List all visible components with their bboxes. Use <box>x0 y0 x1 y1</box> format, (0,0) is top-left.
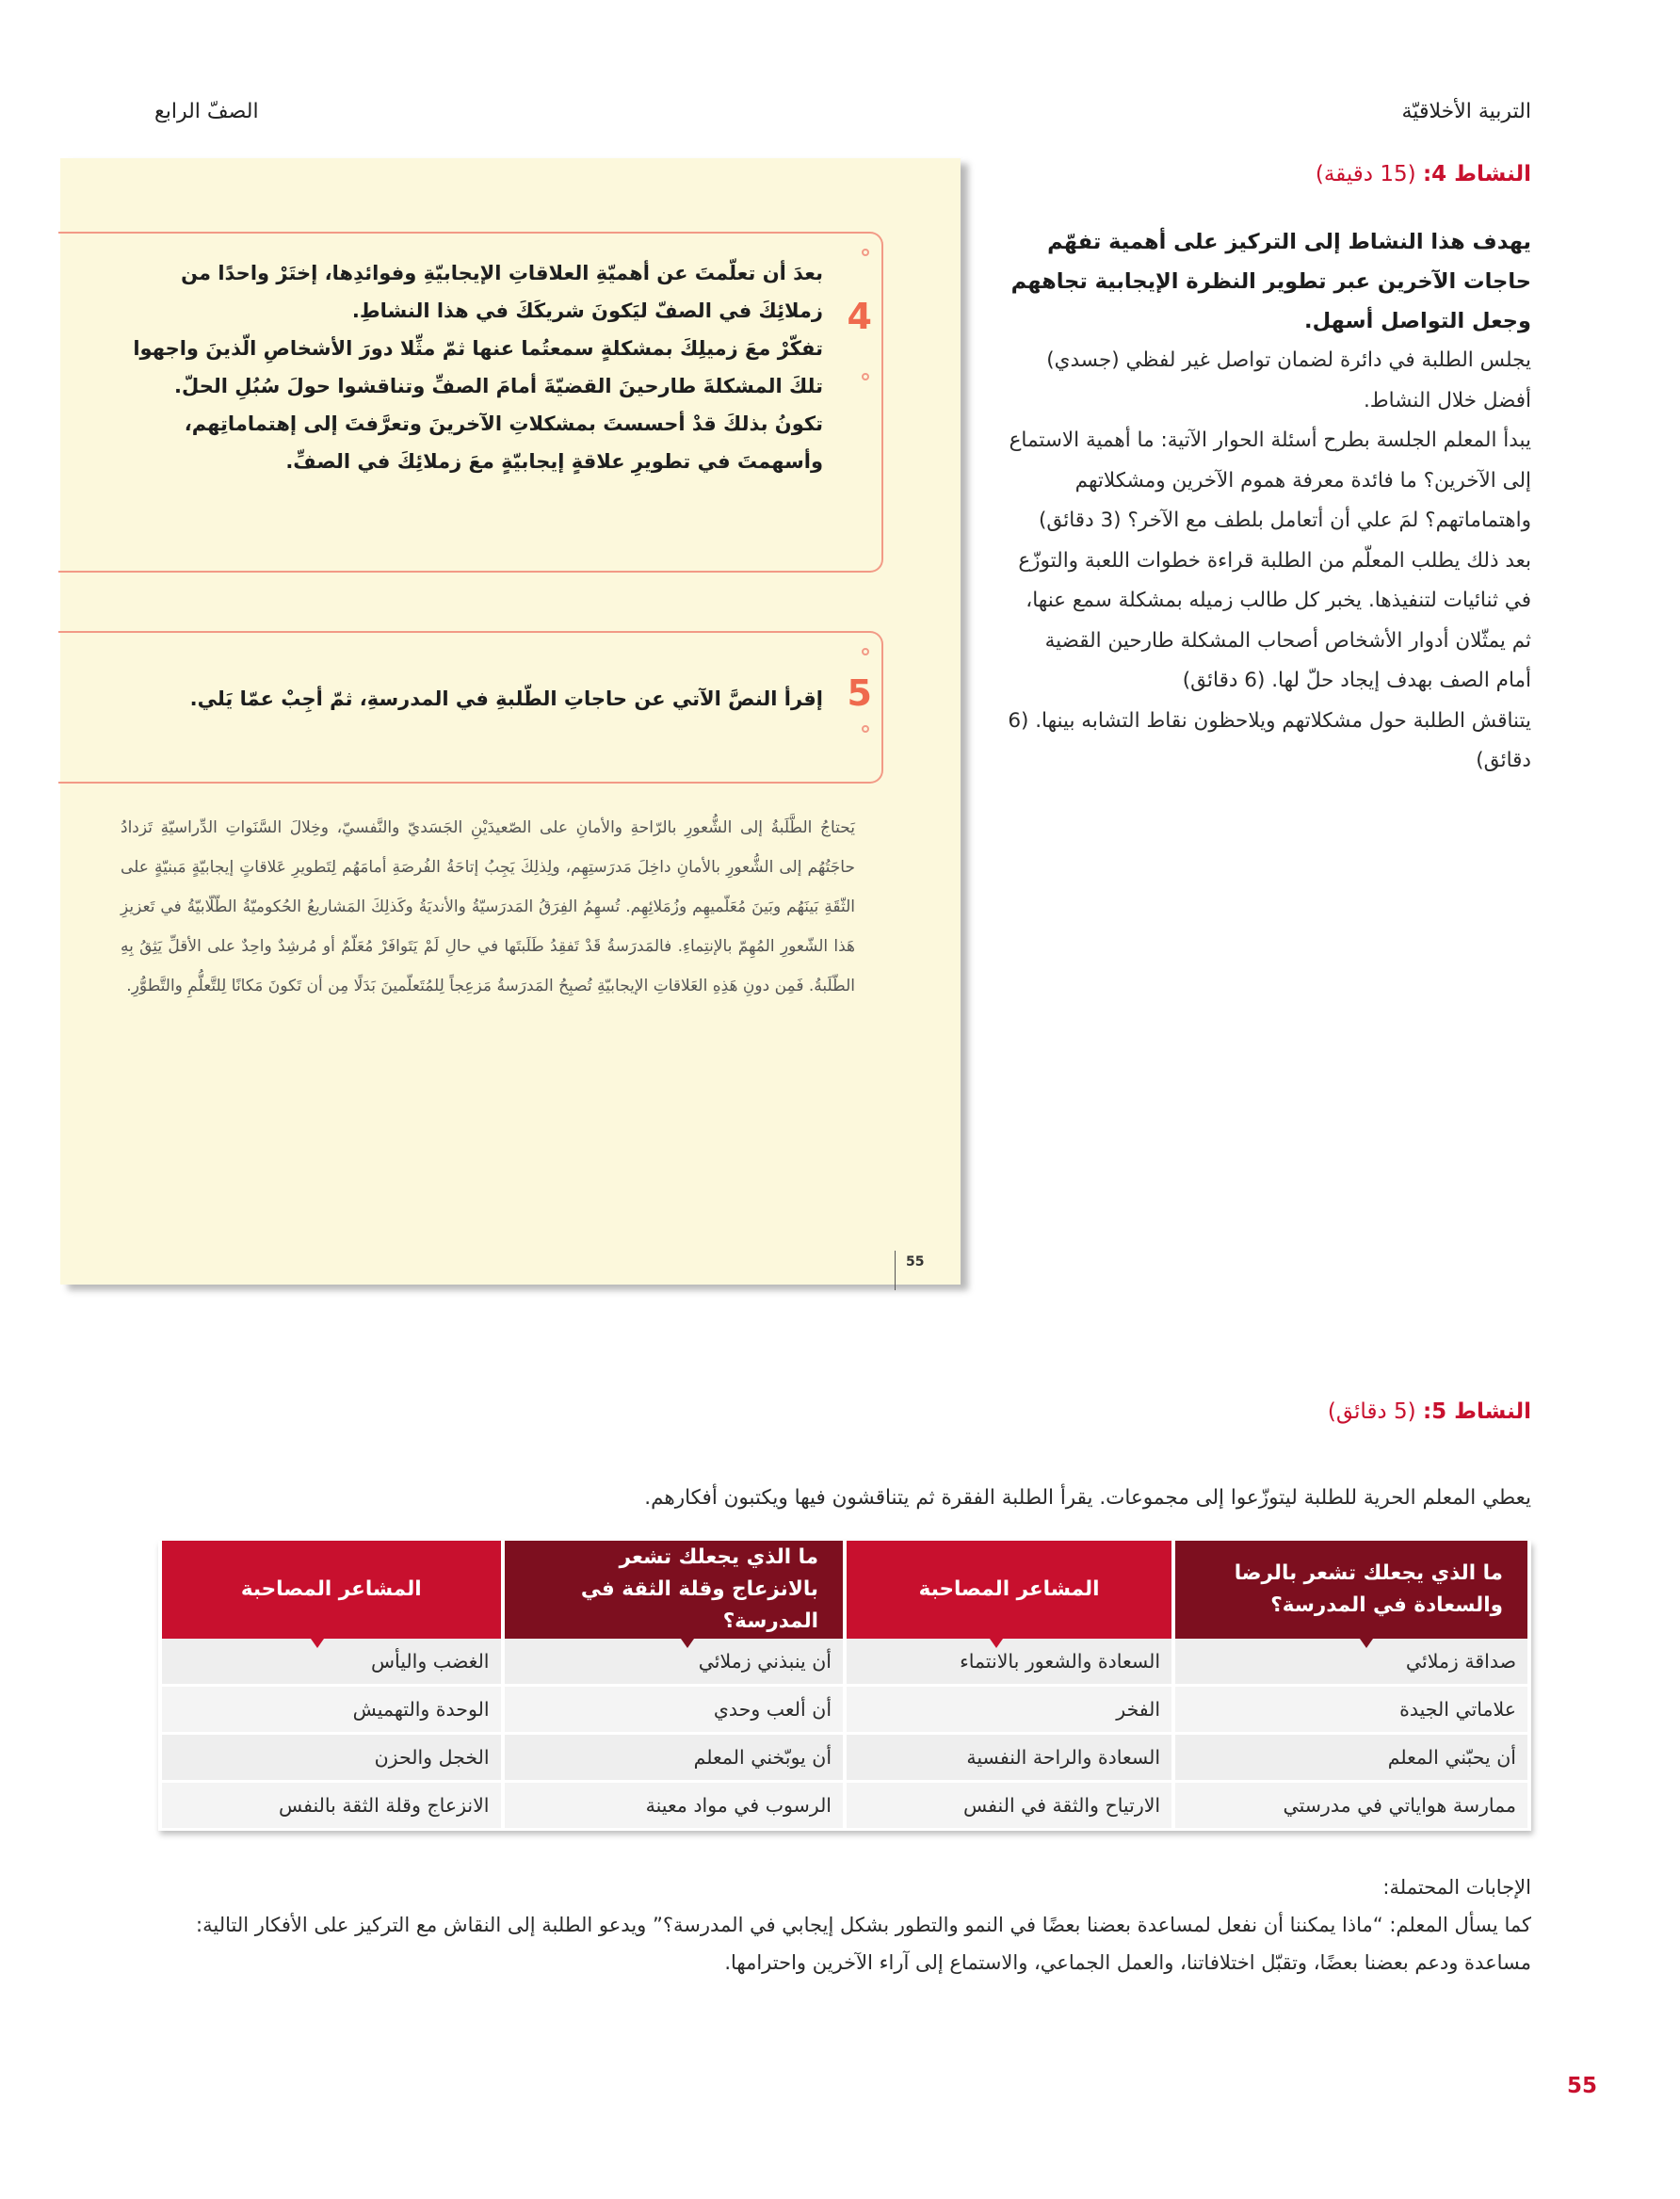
reading-passage: يَحتاجُ الطَّلَبةُ إلى الشُّعورِ بالرّاحةِ والأمانِ على الصّعيدَيْنِ الجَسَديّ والنَّفسيّ، وخِلالَ السَّنَواتِ الدِّراسيّةِ تَزدادُ حاجَتُهُم إلى الشُّعورِ بالأمانِ داخِلَ مَدرَستِهِم، ولِذلِكَ يَجِبُ إتاحَةُ الفُرصَةِ أمامَهُم لِتَطويرِ عَلاقاتٍ إيجابيّةٍ مَبنيّةٍ على الثّقَةِ بَينَهُم وبَينَ مُعَلّميهِم وزُمَلائِهِم. تُسهِمُ الفِرَقُ المَدرَسيّةُ والأنديَةُ وكَذلِكَ المَشاريعُ الحُكوميّةُ الطّلّابيّةُ في تَعزيزِ هَذا الشّعورِ المُهِمّ بالإنتِماءِ. فالمَدرَسةُ قَدْ تَفقِدُ طَلَبتَها في حالِ لَمْ يَتَوافَرْ مُعَلّمٌ أو مُرشِدٌ واحِدٌ على الأقلِّ يَثِقُ بِهِ الطّلَبةُ. فَمِن دونِ هَذِهِ العَلاقاتِ الإيجابيّةِ تُصبِحُ المَدرَسةُ مَزعِجاً لِلمُتَعلّمينَ بَدَلًا مِن أن تَكونَ مَكانًا لِلتَّعلُّمِ والتَّطوُّرِ. <box>121 818 855 995</box>
header-happy-question: ما الذي يجعلك تشعر بالرضا والسعادة في المدرسة؟ <box>1175 1541 1527 1639</box>
task4-line: بعدَ أن تعلّمتَ عن أهميّةِ العلاقاتِ الإيجابيّةِ وفوائدِها، إختَرْ واحدًا من زملائِكَ في الصفّ ليَكونَ شريكَكَ في هذا النشاطِ. <box>181 262 823 322</box>
activity4-lead: يهدف هذا النشاط إلى التركيز على أهمية تفهّم حاجات الآخرين عبر تطوير النظرة الإيجابية تجاههم وجعل التواصل أسهل. <box>1010 230 1531 333</box>
activity5-title <box>1328 1399 1531 1424</box>
table-row <box>162 1735 1527 1783</box>
activity5-intro: يعطي المعلم الحرية للطلبة ليتوزّعوا إلى مجموعات. يقرأ الطلبة الفقرة ثم يتناقشون فيها ويكتبون أفكارهم. <box>644 1486 1531 1510</box>
student-book-page <box>60 158 961 1285</box>
table-cell: أن ينبذني زملائي <box>505 1639 844 1687</box>
grade-label: الصفّ الرابع <box>154 100 259 123</box>
table-cell: ممارسة هواياتي في مدرستي <box>1175 1783 1527 1831</box>
table-cell: علاماتي الجيدة <box>1175 1687 1527 1735</box>
activity4-title <box>1316 162 1531 186</box>
task4-line: تكونُ بذلكَ قدْ أحسستَ بمشكلاتِ الآخرينَ وتعرَّفتَ إلى إهتماماتِهم، وأسهمتَ في تطويرِ علاقةٍ إيجابيّةٍ معَ زملائِكَ في الصفِّ. <box>184 412 823 473</box>
activity4-body <box>1004 222 1531 782</box>
activity5-label: النشاط 5: <box>1422 1399 1531 1424</box>
table-cell: السعادة والراحة النفسية <box>847 1735 1171 1783</box>
activity4-paragraph: يتناقش الطلبة حول مشكلاتهم ويلاحظون نقاط التشابه بينها. (6 دقائق) <box>1008 708 1531 772</box>
header-feelings: المشاعر المصاحبة <box>162 1541 501 1639</box>
task4-line: تفكّرْ معَ زميلِكَ بمشكلةٍ سمعتُما عنها ثمّ مثِّلا دورَ الأشخاصِ الّذينَ واجهوا تلكَ المشكلةَ طارحينَ القضيّةَ أمامَ الصفِّ وتناقشوا حولَ سُبُلِ الحلّ. <box>133 337 823 397</box>
answers-label: الإجابات المحتملة: <box>1382 1876 1531 1899</box>
task5-text: إقرأ النصَّ الآتي عن حاجاتِ الطّلبةِ في المدرسةِ، ثمّ أجِبْ عمّا يَلي. <box>189 687 823 710</box>
table-cell: الخجل والحزن <box>162 1735 501 1783</box>
page-number: 55 <box>1567 2074 1598 2098</box>
header-unhappy-question: ما الذي يجعلك تشعر بالانزعاج وقلة الثقة في المدرسة؟ <box>505 1541 844 1639</box>
frame-dot <box>862 373 869 380</box>
task5-number: 5 <box>847 672 872 714</box>
task4-text <box>126 254 823 480</box>
activity4-paragraph: يجلس الطلبة في دائرة لضمان تواصل غير لفظي (جسدي) أفضل خلال النشاط. <box>1046 348 1531 412</box>
subject-title: التربية الأخلاقيّة <box>1401 100 1531 123</box>
header-feelings: المشاعر المصاحبة <box>847 1541 1171 1639</box>
activity4-label: النشاط 4: <box>1422 162 1531 186</box>
table-cell: الغضب واليأس <box>162 1639 501 1687</box>
table-cell: الوحدة والتهميش <box>162 1687 501 1735</box>
table-row <box>162 1639 1527 1687</box>
table-cell: السعادة والشعور بالانتماء <box>847 1639 1171 1687</box>
activity4-duration: (15 دقيقة) <box>1315 162 1416 186</box>
frame-dot <box>862 648 869 655</box>
table-cell: أن يحبّني المعلم <box>1175 1735 1527 1783</box>
table-header-row <box>162 1541 1527 1639</box>
book-page-number: 55 <box>906 1254 925 1269</box>
answers-text: كما يسأل المعلم: “ماذا يمكننا أن نفعل لمساعدة بعضنا بعضًا في النمو والتطور بشكل إيجابي في المدرسة؟” ويدعو الطلبة إلى النقاش مع التركيز على الأفكار التالية: مساعدة ودعم بعضنا بعضًا، وتقبّل اختلافاتنا، والعمل الجماعي، والاستماع إلى آراء الآخرين واحترامها. <box>196 1914 1531 1974</box>
frame-dot <box>862 725 869 733</box>
table-cell: الانزعاج وقلة الثقة بالنفس <box>162 1783 501 1831</box>
frame-dot <box>862 249 869 256</box>
activity4-paragraph: يبدأ المعلم الجلسة بطرح أسئلة الحوار الآتية: ما أهمية الاستماع إلى الآخرين؟ ما فائدة معرفة هموم الآخرين ومشكلاتهم واهتماماتهم؟ لمَ علي أن أتعامل بلطف مع الآخر؟ (3 دقائق) <box>1009 428 1531 532</box>
feelings-table <box>158 1541 1531 1831</box>
page-divider <box>895 1251 896 1290</box>
activity5-duration: (5 دقائق) <box>1327 1399 1416 1424</box>
table-cell: الفخر <box>847 1687 1171 1735</box>
table-row <box>162 1687 1527 1735</box>
task4-number: 4 <box>847 296 872 337</box>
table-row <box>162 1783 1527 1831</box>
possible-answers <box>156 1868 1531 1981</box>
table-cell: الرسوب في مواد معينة <box>505 1783 844 1831</box>
table-cell: صداقة زملائي <box>1175 1639 1527 1687</box>
activity4-paragraph: بعد ذلك يطلب المعلّم من الطلبة قراءة خطوات اللعبة والتوزّع في ثنائيات لتنفيذها. يخبر كل طالب زميله بمشكلة سمع عنها، ثم يمثّلان أدوار الأشخاص أصحاب المشكلة طارحين القضية أمام الصف بهدف إيجاد حلّ لها. (6 دقائق) <box>1018 548 1531 692</box>
table-cell: أن يوبّخني المعلم <box>505 1735 844 1783</box>
table-cell: الارتياح والثقة في النفس <box>847 1783 1171 1831</box>
table-cell: أن ألعب وحدي <box>505 1687 844 1735</box>
